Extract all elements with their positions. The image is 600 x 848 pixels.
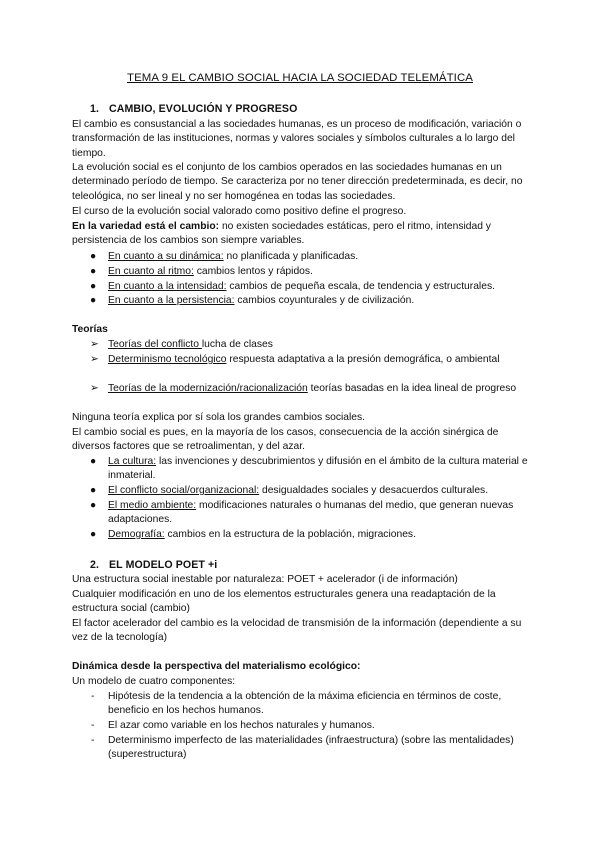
factor-text: cambios en la estructura de la población, migraciones. xyxy=(164,529,416,540)
paragraph-progress: El curso de la evolución social valorado como positivo define el progreso. xyxy=(72,206,407,217)
theory-term: Determinismo tecnológico xyxy=(108,354,227,365)
bullet-marker: ● xyxy=(90,500,97,511)
paragraph-variety xyxy=(72,220,532,249)
factor-term: Demografía: xyxy=(108,529,165,540)
theory-text: teorías basadas en la idea lineal de progreso xyxy=(307,383,517,394)
paragraph-change-definition: El cambio es consustancial a las sociedades humanas, es un proceso de modificación, variación o transformación de las instituciones, normas y valores sociales y símbolos culturales a lo largo del tiempo. xyxy=(72,119,522,159)
list-text: cambios lentos y rápidos. xyxy=(193,266,313,277)
bullet-marker: ● xyxy=(90,456,97,467)
theory-text: respuesta adaptativa a la presión demográfica, o ambiental xyxy=(226,354,500,365)
variety-text: no existen sociedades estáticas, pero el ritmo, intensidad y persistencia de los cambios son siempre variables. xyxy=(72,221,491,247)
list-term: En cuanto a la intensidad: xyxy=(108,281,227,292)
list-item-dynamics xyxy=(90,250,528,264)
list-item-rhythm xyxy=(90,265,528,279)
theory-item-modernization xyxy=(90,382,528,396)
theory-term: Teorías de la modernización/racionalización xyxy=(108,383,308,394)
dash-item-efficiency xyxy=(91,690,528,719)
dash-marker: - xyxy=(91,735,95,746)
paragraph-readaptation: Cualquier modificación en uno de los elementos estructurales genera una readaptación de la estructura social (cambio) xyxy=(72,589,496,615)
theories-heading: Teorías xyxy=(72,324,108,335)
factor-item-conflict xyxy=(90,484,528,498)
list-text: no planificada y planificadas. xyxy=(223,251,359,262)
list-item-persistence xyxy=(90,294,528,308)
bullet-marker: ● xyxy=(90,295,97,306)
paragraph-synergy: El cambio social es pues, en la mayoría de los casos, consecuencia de la acción sinérgica de diversos factores que se retroalimentan, y del azar. xyxy=(72,427,499,453)
factor-item-culture xyxy=(90,455,528,484)
theory-text: lucha de clases xyxy=(201,339,273,350)
arrow-marker: ➢ xyxy=(90,383,99,394)
list-item-intensity xyxy=(90,280,528,294)
factor-item-demography xyxy=(90,528,528,542)
list-term: En cuanto a la persistencia: xyxy=(108,295,235,306)
section-2-number: 2. xyxy=(90,559,100,571)
factor-term: El medio ambiente: xyxy=(108,500,197,511)
arrow-marker: ➢ xyxy=(90,354,99,365)
section-1-number: 1. xyxy=(90,103,100,115)
paragraph-accelerator: El factor acelerador del cambio es la velocidad de transmisión de la información (dependiente a su vez de la tecnología) xyxy=(72,618,522,644)
factor-term: La cultura: xyxy=(108,456,157,467)
bullet-marker: ● xyxy=(90,529,97,540)
list-term: En cuanto al ritmo: xyxy=(108,266,194,277)
dash-text: Determinismo imperfecto de las materialidades (infraestructura) (sobre las mentalidades) (superestructura) xyxy=(108,735,514,761)
paragraph-four-components: Un modelo de cuatro componentes: xyxy=(72,676,236,687)
list-text: cambios coyunturales y de civilización. xyxy=(234,295,415,306)
dash-marker: - xyxy=(91,691,95,702)
variety-bold-lead: En la variedad está el cambio: xyxy=(72,221,220,232)
paragraph-poet-structure: Una estructura social inestable por naturaleza: POET + acelerador (i de información) xyxy=(72,574,458,585)
dash-marker: - xyxy=(91,720,95,731)
list-term: En cuanto a su dinámica: xyxy=(108,251,224,262)
section-1-title: CAMBIO, EVOLUCIÓN Y PROGRESO xyxy=(109,103,298,115)
bullet-marker: ● xyxy=(90,251,97,262)
section-1-heading xyxy=(90,103,297,115)
dash-item-determinism xyxy=(91,734,528,763)
theory-item-tech-determinism xyxy=(90,353,528,367)
factor-item-environment xyxy=(90,499,528,528)
dynamics-heading: Dinámica desde la perspectiva del materialismo ecológico: xyxy=(72,661,361,672)
bullet-marker: ● xyxy=(90,485,97,496)
factor-text: las invenciones y descubrimientos y difusión en el ámbito de la cultura material e inmaterial. xyxy=(108,456,528,482)
theory-item-conflict xyxy=(90,338,528,352)
dash-text: Hipótesis de la tendencia a la obtención de la máxima eficiencia en términos de coste, beneficio en los hechos humanos. xyxy=(108,691,502,717)
paragraph-social-evolution: La evolución social es el conjunto de los cambios operados en las sociedades humanas en un determinado período de tiempo. Se caracteriza por no tener dirección predeterminada, es decir, no teleológica, no ser lineal y no ser homogénea en todas las sociedades. xyxy=(72,162,523,202)
list-text: cambios de pequeña escala, de tendencia y estructurales. xyxy=(226,281,495,292)
factor-term: El conflicto social/organizacional: xyxy=(108,485,260,496)
section-2-heading xyxy=(90,559,217,571)
dash-text: El azar como variable en los hechos naturales y humanos. xyxy=(108,720,375,731)
bullet-marker: ● xyxy=(90,281,97,292)
factor-text: desigualdades sociales y desacuerdos culturales. xyxy=(259,485,489,496)
factor-text: modificaciones naturales o humanas del medio, que generan nuevas adaptaciones. xyxy=(108,500,514,526)
section-2-title: EL MODELO POET +i xyxy=(109,559,218,571)
bullet-marker: ● xyxy=(90,266,97,277)
paragraph-no-single-theory: Ninguna teoría explica por sí sola los grandes cambios sociales. xyxy=(72,412,366,423)
dash-item-chance xyxy=(91,719,528,733)
theory-term: Teorías del conflicto xyxy=(108,339,202,350)
arrow-marker: ➢ xyxy=(90,339,99,350)
document-title: TEMA 9 EL CAMBIO SOCIAL HACIA LA SOCIEDAD TELEMÁTICA xyxy=(127,72,473,84)
